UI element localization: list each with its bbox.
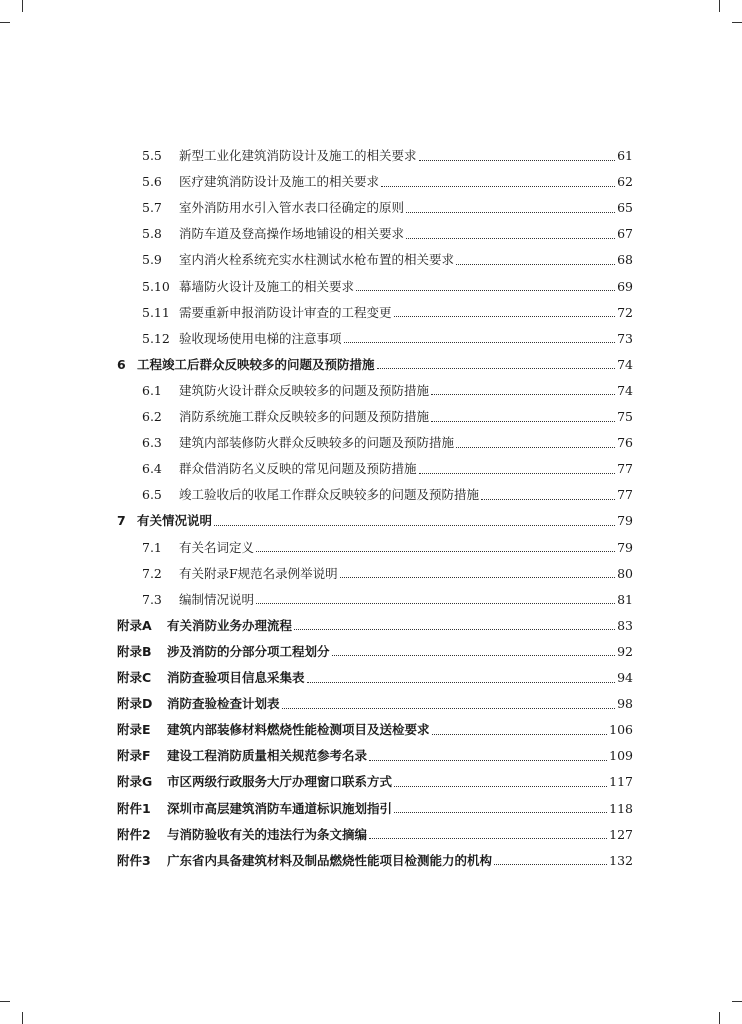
toc-entry-number: 附录D (117, 696, 153, 712)
toc-entry-page-number: 67 (617, 226, 633, 242)
toc-entry-number: 附录E (117, 722, 151, 738)
toc-entry-title: 涉及消防的分部分项工程划分 (167, 643, 330, 659)
toc-entry-number: 7 (117, 513, 126, 529)
toc-entry-page-number: 74 (617, 356, 633, 372)
dot-leader (481, 499, 615, 500)
toc-entry[interactable] (117, 433, 633, 453)
toc-entry-page-number: 61 (617, 148, 633, 163)
toc-entry[interactable] (117, 172, 633, 192)
toc-entry-page-number: 98 (617, 696, 633, 712)
toc-entry-number: 附录C (117, 670, 152, 685)
crop-mark (719, 0, 720, 12)
toc-entry-number: 5.9 (142, 252, 162, 268)
toc-entry[interactable] (117, 381, 633, 401)
toc-entry-page-number: 109 (609, 748, 633, 764)
toc-entry-number: 5.6 (142, 174, 162, 190)
dot-leader (282, 708, 616, 709)
toc-entry[interactable] (117, 668, 633, 688)
toc-entry-title: 消防车道及登高操作场地铺设的相关要求 (179, 226, 405, 242)
toc-entry[interactable] (117, 250, 633, 270)
toc-entry-title: 验收现场使用电梯的注意事项 (179, 330, 342, 346)
toc-entry-number: 6.3 (142, 435, 162, 451)
toc-entry-title: 新型工业化建筑消防设计及施工的相关要求 (179, 148, 417, 163)
toc-entry-number: 7.3 (142, 591, 162, 607)
toc-entry-page-number: 117 (609, 774, 633, 790)
toc-entry-title: 编制情况说明 (179, 591, 255, 607)
toc-entry-number: 5.10 (142, 278, 170, 294)
toc-entry[interactable] (117, 772, 633, 792)
toc-entry-page-number: 94 (617, 670, 633, 685)
toc-entry-number: 6.2 (142, 409, 162, 424)
toc-entry-number: 附录B (117, 643, 152, 659)
dot-leader (369, 760, 607, 761)
toc-entry-title: 室内消火栓系统充实水柱测试水枪布置的相关要求 (179, 252, 455, 268)
toc-entry[interactable] (117, 511, 633, 531)
dot-leader (432, 734, 608, 735)
toc-entry-number: 6.4 (142, 461, 162, 477)
toc-entry-title: 建设工程消防质量相关规范参考名录 (167, 748, 368, 764)
dot-leader (340, 577, 615, 578)
dot-leader (394, 316, 616, 317)
crop-mark (719, 1012, 720, 1024)
toc-entry-title: 工程竣工后群众反映较多的问题及预防措施 (137, 356, 375, 372)
toc-entry-page-number: 79 (617, 513, 633, 529)
toc-entry-number: 附件3 (117, 852, 151, 868)
toc-entry-title: 有关消防业务办理流程 (167, 617, 293, 633)
toc-entry-page-number: 79 (617, 539, 633, 555)
toc-entry-page-number: 118 (609, 800, 633, 816)
toc-entry-page-number: 77 (617, 461, 633, 477)
toc-entry-page-number: 106 (609, 722, 633, 738)
toc-entry[interactable] (117, 694, 633, 714)
toc-entry-page-number: 81 (617, 591, 633, 607)
toc-entry[interactable] (117, 564, 633, 584)
toc-entry-number: 5.8 (142, 226, 162, 242)
dot-leader (294, 629, 615, 630)
toc-entry-page-number: 69 (617, 278, 633, 294)
crop-mark (22, 0, 23, 12)
toc-entry-page-number: 72 (617, 304, 633, 320)
toc-entry-number: 7.1 (142, 539, 162, 555)
dot-leader (431, 421, 615, 422)
toc-entry-number: 6.5 (142, 487, 162, 503)
toc-entry-number: 附件2 (117, 826, 151, 842)
toc-entry-title: 幕墙防火设计及施工的相关要求 (179, 278, 355, 294)
toc-entry-page-number: 92 (617, 643, 633, 659)
toc-entry[interactable] (117, 355, 633, 375)
dot-leader (394, 812, 607, 813)
toc-entry-title: 消防查验检查计划表 (167, 696, 280, 712)
toc-entry[interactable] (117, 198, 633, 218)
dot-leader (332, 655, 616, 656)
toc-entry-title: 广东省内具备建筑材料及制品燃烧性能项目检测能力的机构 (167, 852, 493, 868)
toc-entry-title: 需要重新申报消防设计审查的工程变更 (179, 304, 392, 320)
toc-entry-title: 建筑防火设计群众反映较多的问题及预防措施 (179, 382, 430, 398)
dot-leader (377, 368, 616, 369)
toc-entry-title: 与消防验收有关的违法行为条文摘编 (167, 826, 368, 842)
toc-entry[interactable] (117, 277, 633, 297)
dot-leader (494, 864, 607, 865)
toc-entry[interactable] (117, 407, 633, 427)
toc-entry-number: 5.5 (142, 148, 162, 163)
toc-entry[interactable] (117, 642, 633, 662)
toc-entry[interactable] (117, 303, 633, 323)
dot-leader (214, 525, 615, 526)
toc-entry-page-number: 83 (617, 617, 633, 633)
dot-leader (369, 838, 607, 839)
toc-entry-page-number: 62 (617, 174, 633, 190)
toc-entry[interactable] (117, 538, 633, 558)
dot-leader (307, 682, 616, 683)
toc-entry-title: 有关情况说明 (137, 513, 213, 529)
toc-entry-title: 有关名词定义 (179, 539, 255, 555)
toc-entry-page-number: 76 (617, 435, 633, 451)
crop-mark (0, 1001, 10, 1002)
toc-entry-title: 建筑内部装修防火群众反映较多的问题及预防措施 (179, 435, 455, 451)
dot-leader (431, 394, 615, 395)
toc-entry-page-number: 73 (617, 330, 633, 346)
toc-entry[interactable] (117, 851, 633, 871)
toc-entry-title: 消防查验项目信息采集表 (167, 670, 305, 685)
toc-entry-title: 竣工验收后的收尾工作群众反映较多的问题及预防措施 (179, 487, 480, 503)
toc-entry-title: 深圳市高层建筑消防车通道标识施划指引 (167, 800, 393, 816)
toc-entry-page-number: 74 (617, 382, 633, 398)
toc-entry[interactable] (117, 485, 633, 505)
toc-entry-title: 群众借消防名义反映的常见问题及预防措施 (179, 461, 417, 477)
crop-mark (22, 1012, 23, 1024)
toc-entry-title: 市区两级行政服务大厅办理窗口联系方式 (167, 774, 393, 790)
toc-entry-number: 附录A (117, 617, 152, 633)
toc-entry-number: 6 (117, 356, 126, 372)
toc-entry[interactable] (117, 146, 633, 166)
crop-mark (732, 22, 742, 23)
dot-leader (406, 238, 615, 239)
dot-leader (419, 473, 616, 474)
toc-entry[interactable] (117, 329, 633, 349)
toc-entry-page-number: 132 (609, 852, 633, 868)
toc-entry-page-number: 77 (617, 487, 633, 503)
dot-leader (419, 160, 616, 161)
toc-entry-number: 附录F (117, 748, 151, 764)
toc-entry-page-number: 65 (617, 200, 633, 216)
toc-entry[interactable] (117, 224, 633, 244)
dot-leader (256, 551, 615, 552)
dot-leader (394, 786, 607, 787)
toc-entry-page-number: 80 (617, 565, 633, 581)
toc-entry[interactable] (117, 746, 633, 766)
toc-entry-title: 医疗建筑消防设计及施工的相关要求 (179, 174, 380, 190)
toc-entry-number: 6.1 (142, 382, 162, 398)
toc-entry-title: 室外消防用水引入管水表口径确定的原则 (179, 200, 405, 216)
toc-entry-number: 附录G (117, 774, 153, 790)
dot-leader (406, 212, 615, 213)
toc-entry-number: 5.12 (142, 330, 170, 346)
toc-entry-number: 附件1 (117, 800, 151, 816)
toc-entry-title: 建筑内部装修材料燃烧性能检测项目及送检要求 (167, 722, 430, 738)
toc-entry[interactable] (117, 799, 633, 819)
toc-entry[interactable] (117, 590, 633, 610)
crop-mark (732, 1001, 742, 1002)
crop-mark (0, 22, 10, 23)
toc-entry-page-number: 68 (617, 252, 633, 268)
dot-leader (456, 447, 615, 448)
toc-entry-page-number: 127 (609, 826, 633, 842)
toc-entry-number: 7.2 (142, 565, 162, 581)
dot-leader (381, 186, 615, 187)
toc-entry[interactable] (117, 616, 633, 636)
dot-leader (344, 342, 616, 343)
dot-leader (456, 264, 615, 265)
toc-entry-page-number: 75 (617, 409, 633, 424)
toc-entry[interactable] (117, 459, 633, 479)
toc-entry-number: 5.11 (142, 304, 170, 320)
toc-entry[interactable] (117, 825, 633, 845)
toc-entry-number: 5.7 (142, 200, 162, 216)
dot-leader (356, 290, 615, 291)
toc-entry-title: 有关附录F规范名录例举说明 (179, 565, 338, 581)
toc-entry[interactable] (117, 720, 633, 740)
toc-entry-title: 消防系统施工群众反映较多的问题及预防措施 (179, 409, 430, 424)
dot-leader (256, 603, 615, 604)
